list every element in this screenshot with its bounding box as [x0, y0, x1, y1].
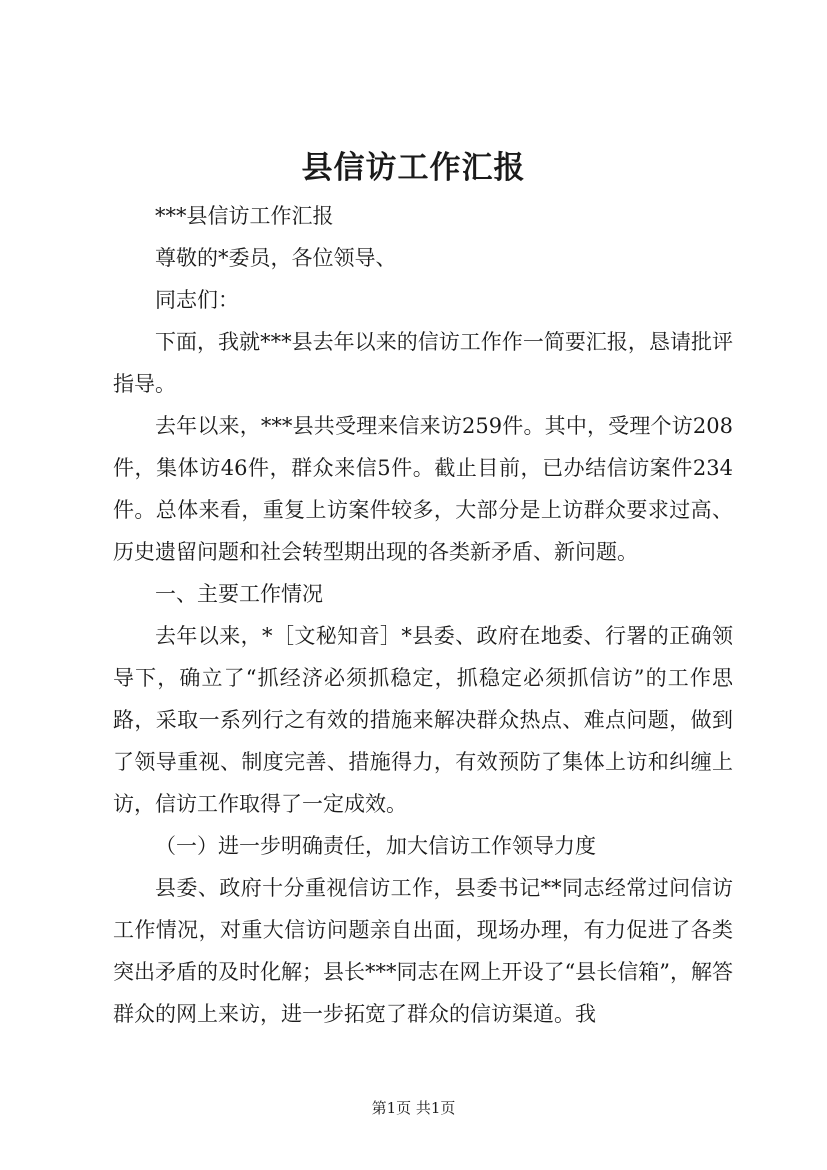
- leadership-paragraph: 县委、政府十分重视信访工作，县委书记**同志经常过问信访工作情况，对重大信访问题亲自出面，现场办理，有力促进了各类突出矛盾的及时化解；县长***同志在网上开设了“县长信箱”，解答群众的网上来访，进一步拓宽了群众的信访渠道。我: [113, 876, 733, 1026]
- document-title: 县信访工作汇报: [301, 150, 526, 186]
- subsection-heading-1: （一）进一步明确责任，加大信访工作领导力度: [155, 834, 596, 858]
- page-footer: 第1页 共1页: [371, 1099, 456, 1117]
- salutation-paragraph: 尊敬的*委员，各位领导、: [155, 246, 397, 270]
- salutation-continued-paragraph: 同志们：: [155, 288, 239, 312]
- statistics-paragraph: 去年以来，***县共受理来信来访259件。其中，受理个访208件，集体访46件，群众来信5件。截止目前，已办结信访案件234件。总体来看，重复上访案件较多，大部分是上访群众要求过高、历史遗留问题和社会转型期出现的各类新矛盾、新问题。: [113, 414, 733, 564]
- document-body: [113, 195, 733, 1035]
- subtitle-paragraph: ***县信访工作汇报: [155, 204, 334, 228]
- section-heading-1: 一、主要工作情况: [155, 582, 323, 606]
- intro-paragraph: 下面，我就***县去年以来的信访工作作一简要汇报，恳请批评指导。: [113, 330, 733, 396]
- work-overview-paragraph: 去年以来，*［文秘知音］*县委、政府在地委、行署的正确领导下，确立了“抓经济必须抓稳定，抓稳定必须抓信访”的工作思路，采取一系列行之有效的措施来解决群众热点、难点问题，做到了领导重视、制度完善、措施得力，有效预防了集体上访和纠缠上访，信访工作取得了一定成效。: [113, 624, 733, 816]
